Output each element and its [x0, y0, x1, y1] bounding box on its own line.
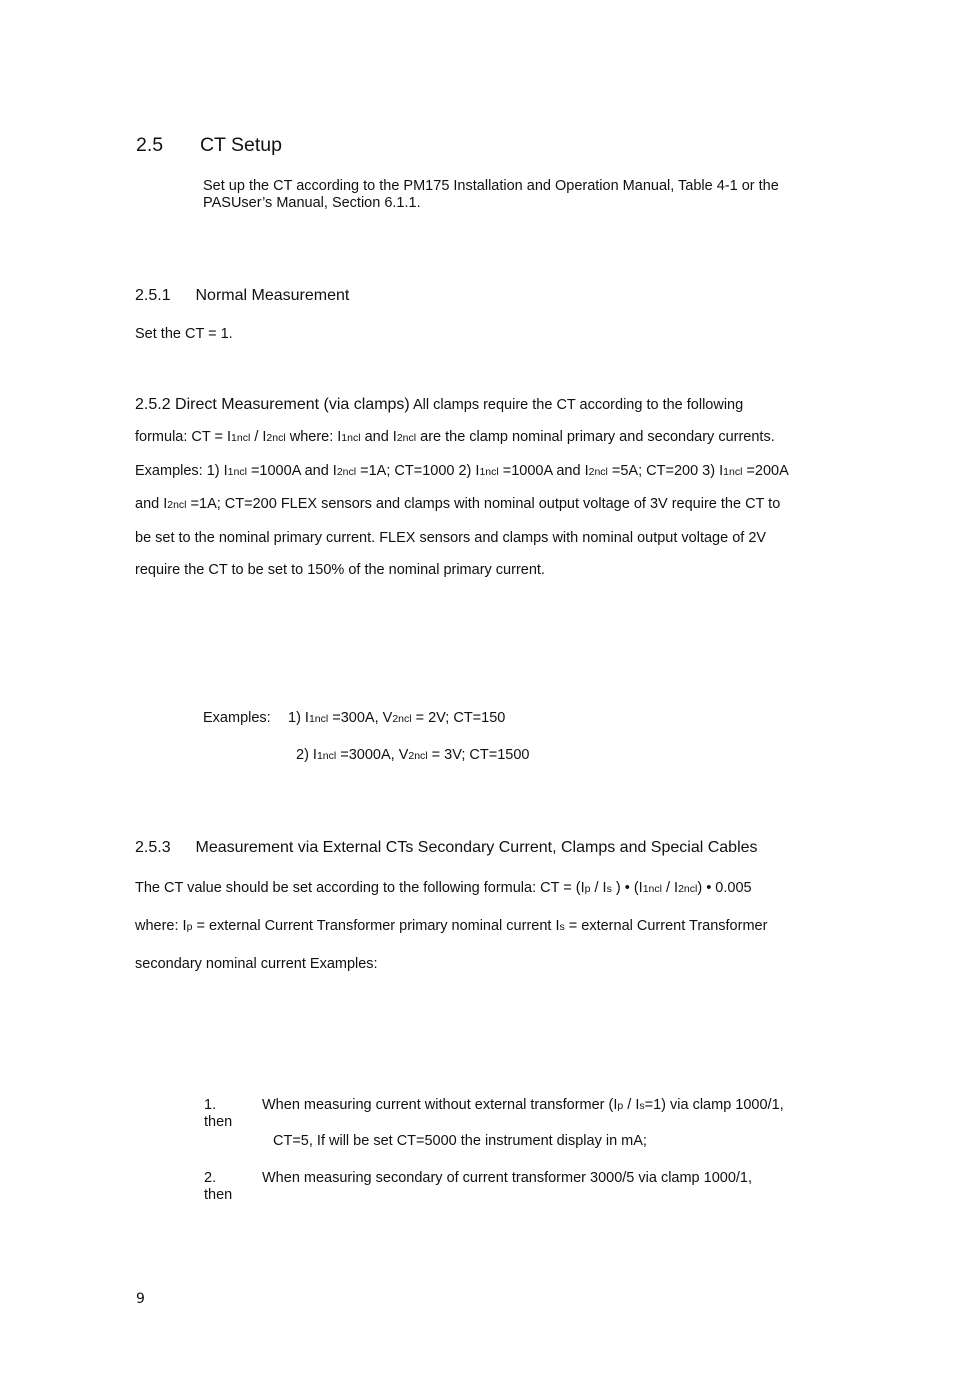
text-span: =1000A and I — [498, 462, 589, 479]
subscript: p — [617, 1100, 624, 1112]
subscript: 2ncl — [396, 432, 417, 445]
subscript: s — [559, 921, 565, 933]
page-number: 9 — [136, 1291, 145, 1307]
subscript: s — [639, 1100, 645, 1112]
text-span: = 2V; CT=150 — [411, 710, 506, 726]
example-item — [288, 710, 505, 726]
text-span: / I — [661, 880, 679, 896]
text-span: 1) I — [288, 710, 309, 726]
subscript: s — [606, 883, 612, 895]
text-span: ) • (I — [611, 880, 643, 896]
text-span: = external Current Transformer — [564, 918, 768, 934]
text-span: = external Current Transformer primary nominal current I — [192, 918, 560, 934]
text-span: All clamps require the CT according to the following — [413, 397, 744, 413]
list-number: 1. — [204, 1097, 217, 1113]
subscript: 2ncl — [392, 713, 412, 725]
text-line — [135, 488, 835, 521]
section-heading — [136, 134, 282, 157]
subsection-heading-253 — [135, 839, 758, 857]
text-span: =1000A and I — [246, 462, 337, 479]
section-title: CT Setup — [199, 134, 282, 156]
paragraph-251: Set the CT = 1. — [135, 326, 233, 342]
text-span: formula: CT = I — [135, 429, 232, 446]
subscript: 1ncl — [227, 465, 247, 478]
subsection-title: Measurement via External CTs Secondary Current, Clamps and Special Cables — [195, 839, 758, 856]
text-span: and I — [360, 429, 397, 446]
text-span: ) • 0.005 — [697, 880, 752, 896]
section-intro — [203, 178, 779, 212]
subscript: 1ncl — [308, 713, 329, 725]
text-line: secondary nominal current Examples: — [135, 956, 378, 972]
list-number: 2. — [204, 1170, 217, 1186]
text-span: where: I — [135, 918, 187, 934]
example-item — [296, 747, 529, 763]
text-line — [135, 870, 835, 908]
subsection-heading-251 — [135, 287, 349, 305]
text-span: When measuring current without external transformer (I — [262, 1097, 618, 1113]
list-item — [204, 1170, 232, 1204]
subscript: 2ncl — [588, 465, 608, 478]
text-span: =1A; CT=200 FLEX sensors and clamps with nominal output voltage of 3V require the CT to — [186, 496, 781, 513]
section-number: 2.5 — [136, 134, 164, 156]
list-then: then — [204, 1114, 233, 1130]
text-span: / I — [623, 1097, 640, 1113]
subscript: 2ncl — [336, 465, 357, 478]
subscript: 1ncl — [231, 432, 251, 445]
text-span: =5A; CT=200 3) I — [607, 462, 724, 479]
text-span: The CT value should be set according to the following formula: CT = (I — [135, 880, 585, 896]
subscript: 1ncl — [316, 750, 337, 762]
subscript: 1ncl — [341, 432, 361, 445]
subscript: 1ncl — [723, 465, 743, 478]
text-line: be set to the nominal primary current. FLEX sensors and clamps with nominal output voltage of 2V — [135, 529, 767, 546]
text-span: are the clamp nominal primary and secondary currents. — [416, 429, 775, 446]
text-span: = 3V; CT=1500 — [427, 747, 530, 763]
text-span: / I — [250, 429, 267, 446]
text-span: and I — [135, 496, 168, 513]
list-item-text — [262, 1097, 784, 1113]
intro-line: PASUser’s Manual, Section 6.1.1. — [203, 195, 421, 211]
subscript: 2ncl — [167, 499, 187, 512]
intro-line: Set up the CT according to the PM175 Installation and Operation Manual, Table 4-1 or the — [203, 178, 779, 194]
list-then: then — [204, 1187, 233, 1203]
subscript: 2ncl — [678, 883, 698, 895]
text-line — [135, 455, 835, 488]
subsection-title: Normal Measurement — [195, 287, 350, 304]
subscript: 1ncl — [642, 883, 662, 895]
text-span: =300A, V — [328, 710, 393, 726]
subscript: 1ncl — [479, 465, 499, 478]
text-line: require the CT to be set to 150% of the nominal primary current. — [135, 562, 545, 579]
examples-label: Examples: — [203, 710, 271, 726]
list-item — [204, 1097, 232, 1131]
subscript: p — [584, 883, 591, 895]
subscript: 2ncl — [408, 750, 428, 762]
text-span: where: I — [285, 429, 342, 446]
list-item-continuation: CT=5, If will be set CT=5000 the instrument display in mA; — [273, 1133, 647, 1149]
text-line — [135, 389, 835, 421]
subsection-number: 2.5.1 — [135, 287, 171, 304]
paragraph-252 — [135, 389, 835, 586]
subscript: p — [186, 921, 193, 933]
text-span: =200A — [742, 462, 789, 479]
list-item-text: When measuring secondary of current transformer 3000/5 via clamp 1000/1, — [262, 1170, 753, 1186]
subscript: 2ncl — [266, 432, 286, 445]
subsection-number: 2.5.3 — [135, 839, 171, 856]
subsection-heading-252: 2.5.2 Direct Measurement (via clamps) — [135, 396, 410, 413]
text-span: 2) I — [296, 747, 317, 763]
text-span: / I — [590, 880, 607, 896]
text-span: =3000A, V — [336, 747, 409, 763]
paragraph-253 — [135, 870, 835, 983]
text-span: Examples: 1) I — [135, 462, 228, 479]
text-line — [135, 421, 835, 454]
text-span: =1A; CT=1000 2) I — [356, 462, 480, 479]
text-line — [135, 908, 835, 946]
text-span: =1) via clamp 1000/1, — [644, 1097, 784, 1113]
